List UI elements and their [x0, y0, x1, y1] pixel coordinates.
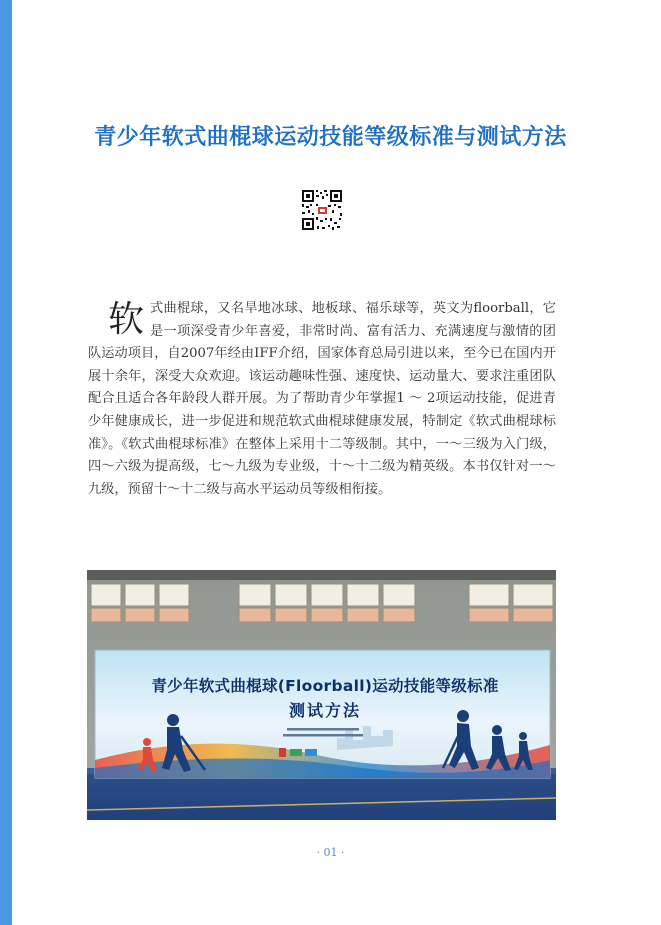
- qr-code-icon[interactable]: [301, 189, 343, 231]
- paragraph-text: 式曲棍球，又名旱地冰球、地板球、福乐球等，英文为floorball，它是一项深受青少年喜爱，非常时尚、富有活力、充满速度与激情的团队运动项目，自2007年经由IFF介绍，国家体育总局引进以来，至今已在国内开展十余年，深受大众欢迎。该运动趣味性强、速度快、运动量大、要求注重团队配合且适合各年龄段人群开展。为了帮助青少年掌握1 ～ 2项运动技能，促进青少年健康成长，进一步促进和规范软式曲棍球健康发展，特制定《软式曲棍球标准》。《软式曲棍球标准》在整体上采用十二等级制。其中，一～三级为入门级，四～六级为提高级，七～九级为专业级，十～十二级为精英级。本书仅针对一～九级，预留十～十二级与高水平运动员等级相衔接。: [88, 301, 556, 497]
- page-title: 青少年软式曲棍球运动技能等级标准与测试方法: [94, 125, 567, 150]
- banner-title: 青少年软式曲棍球(Floorball)运动技能等级标准: [151, 677, 499, 695]
- page-number: · 01 ·: [316, 846, 345, 859]
- intro-paragraph: [88, 298, 556, 501]
- event-photo: [87, 570, 556, 820]
- drop-cap: 软: [108, 299, 145, 340]
- banner-subtitle: 测试方法: [288, 701, 361, 720]
